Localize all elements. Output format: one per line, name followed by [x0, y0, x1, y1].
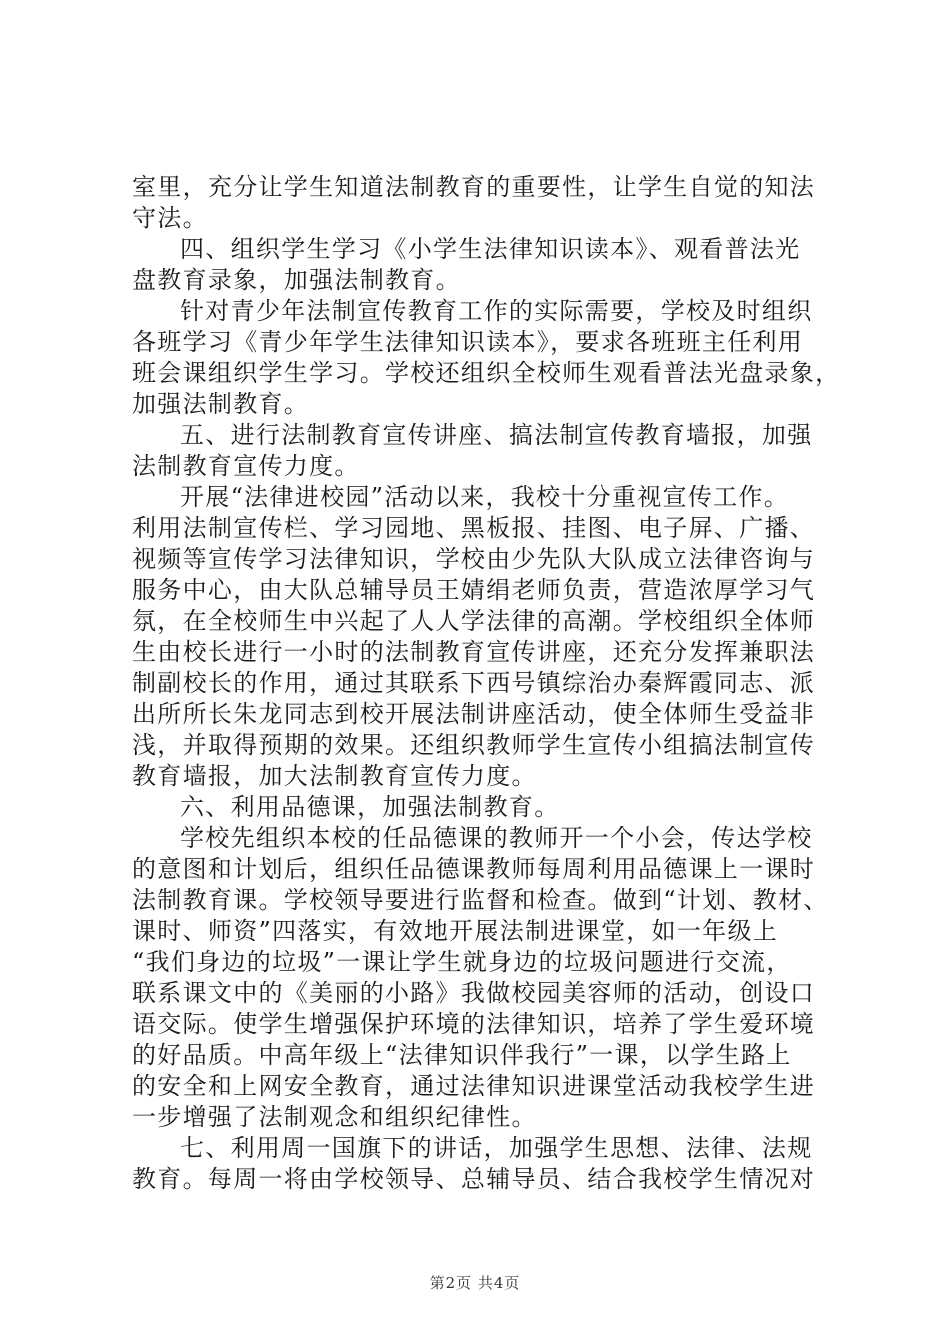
text-line: 联系课文中的《美丽的小路》我做校园美容师的活动，创设口	[132, 979, 816, 1007]
text-line: 加强法制教育。	[132, 390, 310, 418]
section-heading: 七、利用周一国旗下的讲话，加强学生思想、法律、法规	[180, 1134, 813, 1162]
text-line: 生由校长进行一小时的法制教育宣传讲座，还充分发挥兼职法	[132, 638, 816, 666]
section-heading: 五、进行法制教育宣传讲座、搞法制宣传教育墙报，加强	[180, 421, 813, 449]
section-heading: 六、利用品德课，加强法制教育。	[180, 793, 560, 821]
paragraph-start: 学校先组织本校的任品德课的教师开一个小会，传达学校	[180, 824, 813, 852]
section-heading: 四、组织学生学习《小学生法律知识读本》、观看普法光	[180, 235, 801, 263]
page-number-footer: 第2页 共4页	[429, 1274, 521, 1292]
text-line: 课时、师资”四落实，有效地开展法制进课堂，如一年级上	[132, 917, 779, 945]
text-line: 室里，充分让学生知道法制教育的重要性，让学生自觉的知法	[132, 173, 816, 201]
text-line: 各班学习《青少年学生法律知识读本》，要求各班班主任利用	[132, 328, 804, 356]
text-line: 守法。	[132, 204, 208, 232]
text-line: 的意图和计划后，组织任品德课教师每周利用品德课上一课时	[132, 855, 816, 883]
paragraph-start: 开展“法律进校园”活动以来，我校十分重视宣传工作。	[180, 483, 790, 511]
text-line: 法制教育课。学校领导要进行监督和检查。做到“计划、教材、	[132, 886, 829, 914]
text-line: 氛，在全校师生中兴起了人人学法律的高潮。学校组织全体师	[132, 607, 816, 635]
text-line: 教育墙报，加大法制教育宣传力度。	[132, 762, 537, 790]
text-line: 盘教育录象，加强法制教育。	[132, 266, 461, 294]
text-line: 语交际。使学生增强保护环境的法律知识，培养了学生爱环境	[132, 1010, 816, 1038]
paragraph-start: 针对青少年法制宣传教育工作的实际需要，学校及时组织	[180, 297, 813, 325]
text-line: 的安全和上网安全教育，通过法律知识进课堂活动我校学生进	[132, 1072, 816, 1100]
text-line: 法制教育宣传力度。	[132, 452, 360, 480]
text-line: 出所所长朱龙同志到校开展法制讲座活动，使全体师生受益非	[132, 700, 816, 728]
text-line: 的好品质。中高年级上“法律知识伴我行”一课，以学生路上	[132, 1041, 792, 1069]
text-line: 班会课组织学生学习。学校还组织全校师生观看普法光盘录象，	[132, 359, 841, 387]
text-line: 教育。每周一将由学校领导、总辅导员、结合我校学生情况对	[132, 1165, 816, 1193]
text-line: 浅，并取得预期的效果。还组织教师学生宣传小组搞法制宣传	[132, 731, 816, 759]
text-line: “我们身边的垃圾”一课让学生就身边的垃圾问题进行交流，	[132, 948, 792, 976]
text-line: 一步增强了法制观念和组织纪律性。	[132, 1103, 537, 1131]
text-line: 利用法制宣传栏、学习园地、黑板报、挂图、电子屏、广播、	[132, 514, 816, 542]
text-line: 视频等宣传学习法律知识，学校由少先队大队成立法律咨询与	[132, 545, 816, 573]
document-body	[132, 172, 841, 1195]
text-line: 服务中心，由大队总辅导员王婧绢老师负责，营造浓厚学习气	[132, 576, 816, 604]
text-line: 制副校长的作用，通过其联系下西号镇综治办秦辉霞同志、派	[132, 669, 816, 697]
